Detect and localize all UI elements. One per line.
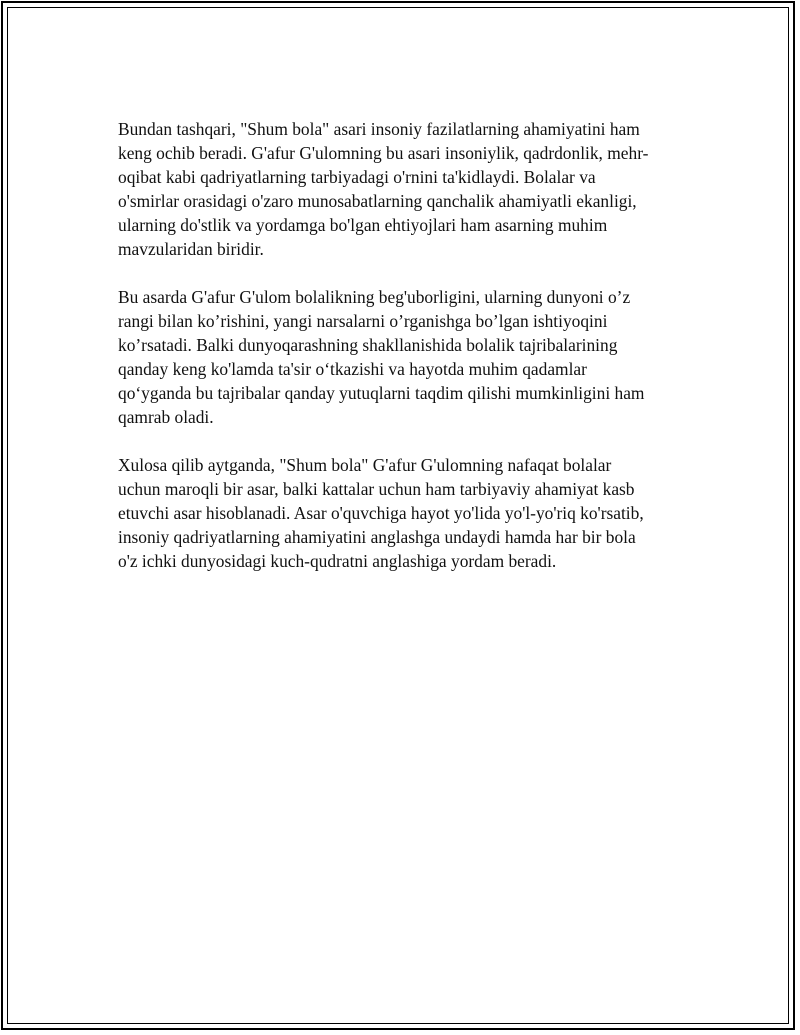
paragraph-2 [118,285,688,429]
paragraph-line: etuvchi asar hisoblanadi. Asar o'quvchiga hayot yo'lida yo'l-yo'riq ko'rsatib, [118,503,644,523]
document-body [118,117,688,597]
paragraph-line: qo‘yganda bu tajribalar qanday yutuqlarni taqdim qilishi mumkinligini ham [118,383,645,403]
paragraph-line: insoniy qadriyatlarning ahamiyatini anglashga undaydi hamda har bir bola [118,527,636,547]
paragraph-line: o'smirlar orasidagi o'zaro munosabatlarning qanchalik ahamiyatli ekanligi, [118,191,637,211]
paragraph-line: qanday keng ko'lamda ta'sir o‘tkazishi va hayotda muhim qadamlar [118,359,587,379]
paragraph-1 [118,117,688,261]
paragraph-line: qamrab oladi. [118,407,214,427]
paragraph-line: o'z ichki dunyosidagi kuch-qudratni anglashiga yordam beradi. [118,551,557,571]
paragraph-line: Bundan tashqari, "Shum bola" asari insoniy fazilatlarning ahamiyatini ham [118,119,640,139]
paragraph-line: ko’rsatadi. Balki dunyoqarashning shakllanishida bolalik tajribalarining [118,335,618,355]
paragraph-line: uchun maroqli bir asar, balki kattalar uchun ham tarbiyaviy ahamiyat kasb [118,479,635,499]
paragraph-line: Xulosa qilib aytganda, "Shum bola" G'afur G'ulomning nafaqat bolalar [118,455,612,475]
paragraph-line: Bu asarda G'afur G'ulom bolalikning beg'uborligini, ularning dunyoni o’z [118,287,631,307]
paragraph-line: oqibat kabi qadriyatlarning tarbiyadagi o'rnini ta'kidlaydi. Bolalar va [118,167,596,187]
paragraph-line: mavzularidan biridir. [118,239,264,259]
paragraph-line: keng ochib beradi. G'afur G'ulomning bu asari insoniylik, qadrdonlik, mehr- [118,143,649,163]
paragraph-line: ularning do'stlik va yordamga bo'lgan ehtiyojlari ham asarning muhim [118,215,608,235]
paragraph-line: rangi bilan ko’rishini, yangi narsalarni o’rganishga bo’lgan ishtiyoqini [118,311,608,331]
paragraph-3 [118,453,688,573]
